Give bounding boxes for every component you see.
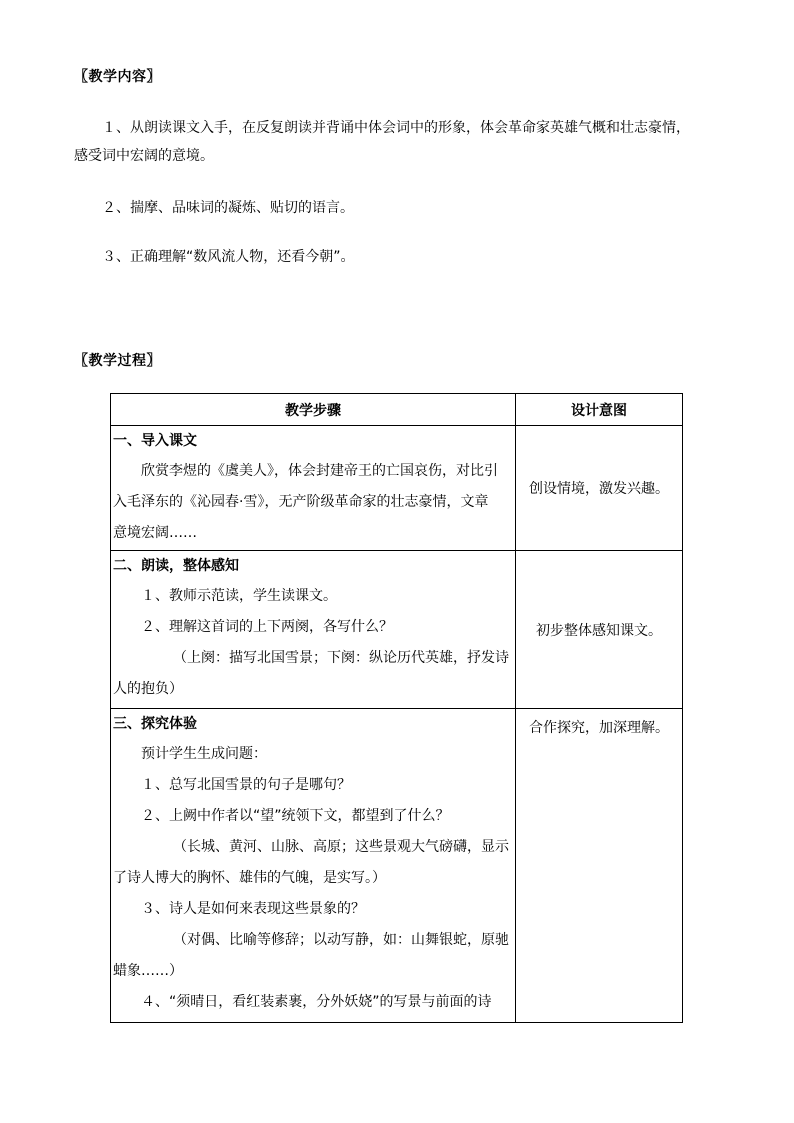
step-title: 一、导入课文 [113,433,197,449]
content-item-2: ２、揣摩、品味词的凝炼、贴切的语言。 [102,200,354,216]
step-line: 入毛泽东的《沁园春·雪》，无产阶级革命家的壮志豪情，文章 [113,494,489,510]
step-line: 欣赏李煜的《虞美人》，体会封建帝王的亡国哀伤，对比引 [141,463,498,479]
content-item-1-line-2: 感受词中宏阔的意境。 [74,148,214,164]
step-line: ４、“须晴日，看红装素裹，分外妖娆”的写景与前面的诗 [141,994,492,1010]
content-item-1 [74,114,734,170]
step-title: 二、朗读，整体感知 [113,558,239,574]
content-item-3: ３、正确理解“数风流人物，还看今朝”。 [102,249,355,265]
step-line: 人的抱负） [113,681,183,697]
step-line: （长城、黄河、山脉、高原；这些景观大气磅礴，显示 [173,839,509,855]
header-intent: 设计意图 [516,394,683,426]
intent-cell: 初步整体感知课文。 [516,551,683,709]
step-cell-explore [111,709,516,1023]
intent-cell: 创设情境，激发兴趣。 [516,426,683,551]
table-header-row [111,394,683,426]
step-line: １、总写北国雪景的句子是哪句？ [141,777,351,793]
step-line: ２、理解这首词的上下两阕，各写什么？ [141,619,393,635]
step-line: 预计学生生成问题： [141,746,267,762]
step-line: （对偶、比喻等修辞；以动写静，如：山舞银蛇，原驰 [173,932,509,948]
step-line: 蜡象……） [113,963,183,979]
step-line: １、教师示范读，学生读课文。 [141,588,337,604]
step-title: 三、探究体验 [113,716,197,732]
table-row [111,426,683,551]
table-row [111,551,683,709]
step-line: ３、诗人是如何来表现这些景象的？ [141,901,365,917]
teaching-process-table [110,393,683,1023]
table-row [111,709,683,1023]
content-item-1-line-1: １、从朗读课文入手，在反复朗读并背诵中体会词中的形象，体会革命家英雄气概和壮志豪情， [102,120,690,136]
content-heading: 〖教学内容〗 [74,69,161,85]
step-cell-reading [111,551,516,709]
header-steps: 教学步骤 [111,394,516,426]
step-cell-intro [111,426,516,551]
process-heading: 〖教学过程〗 [74,353,161,369]
step-line: （上阕：描写北国雪景；下阕：纵论历代英雄，抒发诗 [173,650,509,666]
step-line: ２、上阙中作者以“望”统领下文，都望到了什么？ [141,808,450,824]
step-line: 意境宏阔…… [113,525,197,541]
intent-cell: 合作探究，加深理解。 [516,709,683,1023]
step-line: 了诗人博大的胸怀、雄伟的气魄，是实写。） [113,870,386,886]
